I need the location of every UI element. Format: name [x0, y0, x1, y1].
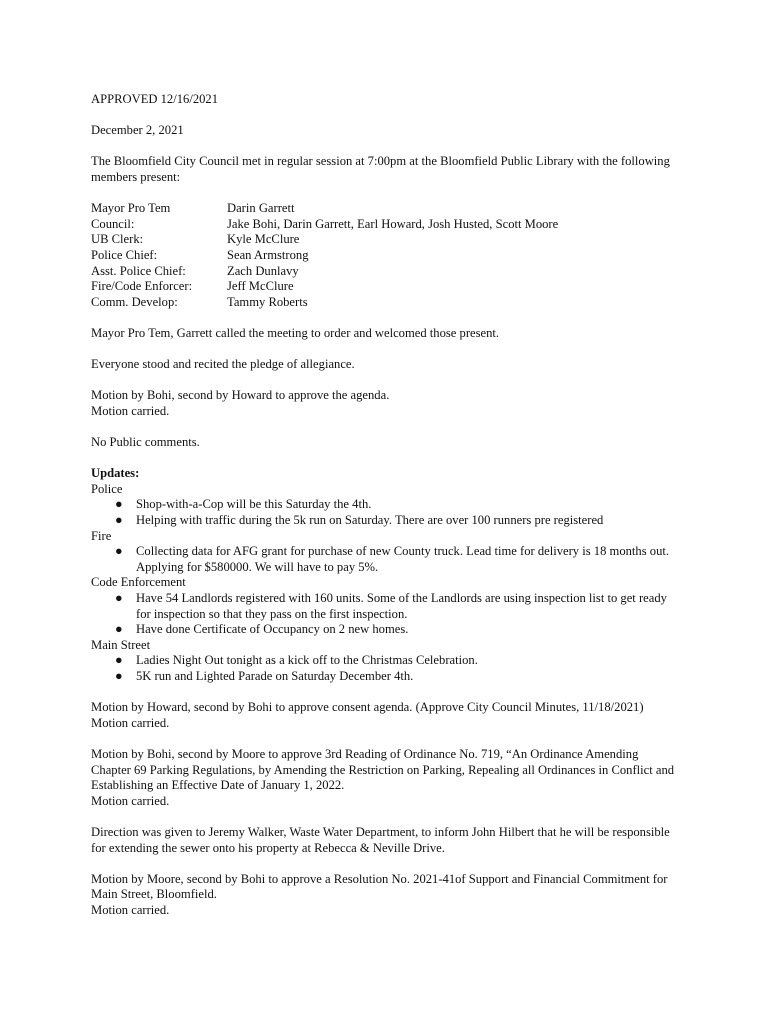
list-item-text: Have 54 Landlords registered with 160 units. Some of the Landlords are using inspection list to get ready for inspection so that they pass on the first inspection. [136, 591, 667, 621]
attendance-list [91, 201, 680, 310]
attendance-row [91, 279, 680, 295]
attendance-role: Police Chief: [91, 247, 158, 262]
list-item-text: 5K run and Lighted Parade on Saturday December 4th. [136, 668, 414, 683]
attendance-row [91, 232, 680, 248]
motion-text: Motion by Howard, second by Bohi to approve consent agenda. (Approve City Council Minutes, 11/18/2021) [91, 700, 644, 715]
list-item-text: Have done Certificate of Occupancy on 2 new homes. [136, 622, 409, 637]
list-item [115, 497, 680, 513]
attendance-name: Tammy Roberts [227, 294, 308, 309]
meeting-date: December 2, 2021 [91, 123, 184, 138]
resolution-motion [91, 872, 680, 919]
agenda-motion [91, 388, 680, 419]
bullet-icon: ● [115, 622, 123, 637]
bullet-icon: ● [115, 513, 123, 528]
list-item [115, 653, 680, 669]
bullet-icon: ● [115, 544, 123, 559]
pledge-paragraph: Everyone stood and recited the pledge of allegiance. [91, 357, 355, 372]
motion-text: Motion by Bohi, second by Moore to approve 3rd Reading of Ordinance No. 719, “An Ordinance Amending Chapter 69 Parking Regulations, by Amending the Restriction on Parking, Repealing all Ordinances in Conflict and Establishing an Effective Date of January 1, 2022. [91, 746, 675, 793]
main-street-update-list [91, 653, 680, 684]
update-section-code-enforcement: Code Enforcement [91, 575, 186, 590]
approval-stamp: APPROVED 12/16/2021 [91, 92, 219, 106]
list-item-text: Helping with traffic during the 5k run on Saturday. There are over 100 runners pre registered [136, 513, 604, 528]
consent-motion [91, 700, 680, 731]
bullet-icon: ● [115, 591, 123, 605]
attendance-role: Comm. Develop: [91, 294, 178, 309]
update-section-main-street: Main Street [91, 637, 151, 652]
motion-result: Motion carried. [91, 403, 170, 418]
attendance-role: Asst. Police Chief: [91, 263, 186, 278]
intro-paragraph: The Bloomfield City Council met in regular session at 7:00pm at the Bloomfield Public Library with the following members present: [91, 154, 670, 184]
motion-text: Motion by Bohi, second by Howard to approve the agenda. [91, 388, 390, 403]
attendance-name: Jake Bohi, Darin Garrett, Earl Howard, Josh Husted, Scott Moore [227, 216, 559, 231]
sewer-direction: Direction was given to Jeremy Walker, Waste Water Department, to inform John Hilbert that he will be responsible for extending the sewer onto his property at Rebecca & Neville Drive. [91, 824, 670, 855]
list-item-text: Collecting data for AFG grant for purchase of new County truck. Lead time for delivery is 18 months out. Applying for $580000. We will have to pay 5%. [136, 544, 670, 574]
list-item [115, 591, 680, 622]
motion-result: Motion carried. [91, 902, 170, 917]
attendance-role: UB Clerk: [91, 232, 144, 247]
attendance-row [91, 295, 680, 311]
bullet-icon: ● [115, 668, 123, 683]
call-to-order: Mayor Pro Tem, Garrett called the meeting to order and welcomed those present. [91, 325, 500, 340]
attendance-row [91, 264, 680, 280]
attendance-role: Fire/Code Enforcer: [91, 279, 193, 294]
list-item [115, 622, 680, 638]
update-section-police: Police [91, 481, 123, 496]
attendance-role: Council: [91, 216, 135, 231]
attendance-row [91, 201, 680, 217]
motion-text: Motion by Moore, second by Bohi to approve a Resolution No. 2021-41of Support and Financial Commitment for Main Street, Bloomfield. [91, 871, 668, 902]
list-item [115, 544, 680, 575]
bullet-icon: ● [115, 653, 123, 668]
attendance-name: Sean Armstrong [227, 247, 309, 262]
attendance-name: Kyle McClure [227, 232, 300, 247]
list-item [115, 513, 680, 529]
motion-result: Motion carried. [91, 715, 170, 730]
bullet-icon: ● [115, 497, 123, 512]
list-item [115, 669, 680, 685]
list-item-text: Shop-with-a-Cop will be this Saturday the 4th. [136, 497, 372, 512]
attendance-name: Darin Garrett [227, 201, 295, 216]
attendance-name: Jeff McClure [227, 279, 294, 294]
updates-section [91, 466, 680, 684]
updates-heading: Updates: [91, 466, 140, 481]
ordinance-motion [91, 747, 680, 809]
motion-result: Motion carried. [91, 793, 170, 808]
attendance-row [91, 248, 680, 264]
list-item-text: Ladies Night Out tonight as a kick off to the Christmas Celebration. [136, 653, 478, 668]
attendance-name: Zach Dunlavy [227, 263, 299, 278]
attendance-row [91, 217, 680, 233]
public-comments: No Public comments. [91, 435, 200, 450]
update-section-fire: Fire [91, 528, 112, 543]
fire-update-list [91, 544, 680, 575]
attendance-role: Mayor Pro Tem [91, 201, 171, 216]
code-enforcement-update-list [91, 591, 680, 638]
police-update-list [91, 497, 680, 528]
